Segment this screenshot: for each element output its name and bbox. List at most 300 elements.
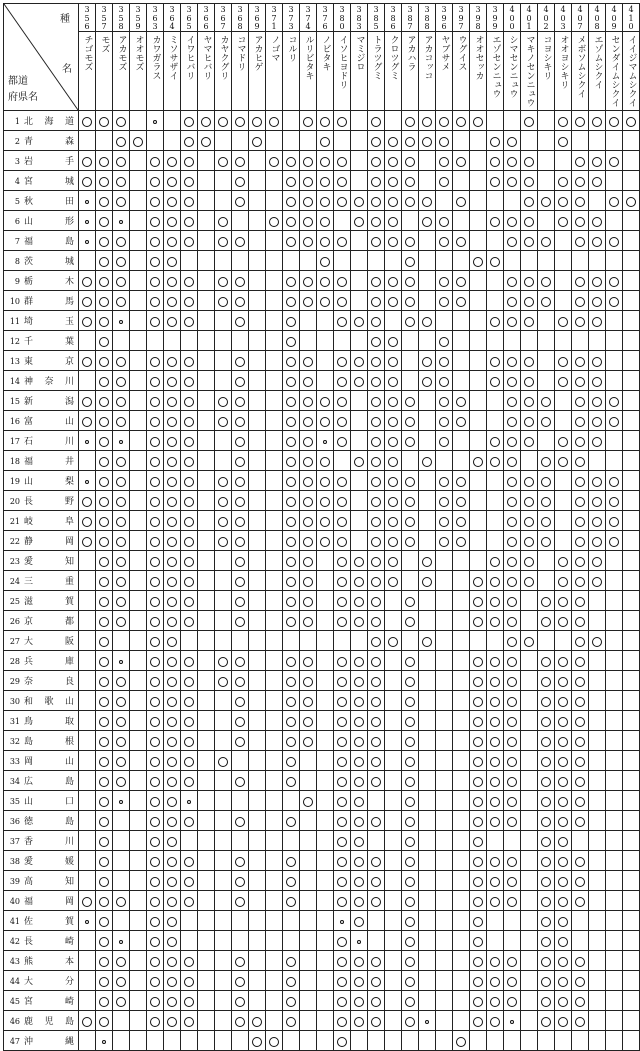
record-cell (300, 511, 317, 531)
record-cell (623, 651, 640, 671)
large-circle-mark (184, 197, 194, 207)
record-cell (436, 751, 453, 771)
record-cell (334, 331, 351, 351)
record-cell (164, 211, 181, 231)
large-circle-mark (337, 777, 347, 787)
record-cell (113, 131, 130, 151)
large-circle-mark (320, 517, 330, 527)
record-cell (181, 671, 198, 691)
prefecture-number: 6 (14, 217, 20, 226)
record-cell (402, 1031, 419, 1051)
large-circle-mark (167, 1017, 177, 1027)
record-cell (623, 1031, 640, 1051)
large-circle-mark (235, 737, 245, 747)
record-cell (334, 791, 351, 811)
record-cell (572, 571, 589, 591)
large-circle-mark (286, 297, 296, 307)
large-circle-mark (388, 137, 398, 147)
record-cell (232, 591, 249, 611)
record-cell (589, 511, 606, 531)
large-circle-mark (303, 477, 313, 487)
record-cell (79, 231, 96, 251)
record-cell (164, 971, 181, 991)
record-cell (164, 471, 181, 491)
record-cell (249, 271, 266, 291)
record-cell (164, 611, 181, 631)
record-cell (436, 571, 453, 591)
record-cell (487, 411, 504, 431)
record-cell (79, 491, 96, 511)
record-cell (555, 491, 572, 511)
record-cell (79, 471, 96, 491)
record-cell (606, 731, 623, 751)
large-circle-mark (575, 817, 585, 827)
large-circle-mark (405, 197, 415, 207)
large-circle-mark (235, 577, 245, 587)
record-cell (232, 831, 249, 851)
large-circle-mark (405, 717, 415, 727)
record-cell (521, 531, 538, 551)
prefecture-name: 鹿児島 (24, 1017, 74, 1027)
record-cell (164, 171, 181, 191)
large-circle-mark (575, 857, 585, 867)
record-cell (402, 891, 419, 911)
record-cell (300, 651, 317, 671)
species-code-digit: 4 (169, 22, 175, 32)
record-cell (130, 871, 147, 891)
large-circle-mark (490, 857, 500, 867)
species-code-digit: 8 (424, 22, 430, 32)
large-circle-mark (473, 1017, 483, 1027)
record-cell (538, 851, 555, 871)
large-circle-mark (473, 677, 483, 687)
record-cell (453, 291, 470, 311)
record-cell (96, 131, 113, 151)
species-code-digit: 3 (288, 5, 294, 14)
large-circle-mark (99, 757, 109, 767)
record-cell (419, 411, 436, 431)
record-cell (402, 711, 419, 731)
record-cell (589, 291, 606, 311)
large-circle-mark (354, 997, 364, 1007)
large-circle-mark (167, 317, 177, 327)
record-cell (79, 611, 96, 631)
prefecture-cell (4, 671, 79, 691)
large-circle-mark (167, 417, 177, 427)
record-cell (130, 111, 147, 131)
large-circle-mark (541, 817, 551, 827)
large-circle-mark (150, 237, 160, 247)
record-cell (470, 731, 487, 751)
record-cell (419, 651, 436, 671)
record-cell (436, 271, 453, 291)
large-circle-mark (235, 177, 245, 187)
record-cell (538, 991, 555, 1011)
record-cell (334, 191, 351, 211)
record-cell (521, 931, 538, 951)
prefecture-row (4, 891, 640, 911)
record-cell (368, 831, 385, 851)
record-cell (555, 1031, 572, 1051)
species-code-digit: 3 (186, 5, 192, 14)
record-cell (351, 931, 368, 951)
prefecture-cell (4, 391, 79, 411)
record-cell (334, 771, 351, 791)
prefecture-number: 19 (9, 477, 20, 486)
large-circle-mark (116, 577, 126, 587)
large-circle-mark (575, 117, 585, 127)
species-column-header (402, 4, 419, 111)
large-circle-mark (82, 277, 92, 287)
record-cell (555, 391, 572, 411)
species-code (232, 4, 248, 32)
record-cell (538, 351, 555, 371)
large-circle-mark (337, 677, 347, 687)
record-cell (334, 831, 351, 851)
record-cell (589, 171, 606, 191)
record-cell (79, 1031, 96, 1051)
prefecture-name: 大分 (24, 977, 74, 987)
species-code-digit: 0 (509, 13, 515, 23)
record-cell (266, 111, 283, 131)
large-circle-mark (303, 577, 313, 587)
record-cell (351, 191, 368, 211)
record-cell (283, 931, 300, 951)
species-code-digit: 8 (407, 13, 413, 23)
record-cell (113, 391, 130, 411)
large-circle-mark (422, 457, 432, 467)
record-cell (419, 871, 436, 891)
prefecture-name: 沖縄 (24, 1037, 74, 1047)
large-circle-mark (507, 637, 517, 647)
record-cell (589, 611, 606, 631)
record-cell (555, 911, 572, 931)
large-circle-mark (252, 1037, 262, 1047)
record-cell (266, 871, 283, 891)
large-circle-mark (473, 937, 483, 947)
large-circle-mark (575, 637, 585, 647)
large-circle-mark (405, 177, 415, 187)
small-circle-mark (510, 1020, 514, 1024)
record-cell (351, 311, 368, 331)
record-cell (589, 111, 606, 131)
species-code-digit: 0 (577, 13, 583, 23)
record-cell (215, 191, 232, 211)
record-cell (147, 611, 164, 631)
record-cell (436, 471, 453, 491)
record-cell (589, 431, 606, 451)
record-cell (487, 371, 504, 391)
record-cell (79, 211, 96, 231)
record-cell (164, 271, 181, 291)
record-cell (113, 431, 130, 451)
record-cell (606, 591, 623, 611)
large-circle-mark (184, 237, 194, 247)
record-cell (113, 231, 130, 251)
record-cell (79, 591, 96, 611)
large-circle-mark (354, 737, 364, 747)
record-cell (130, 1011, 147, 1031)
large-circle-mark (609, 197, 619, 207)
prefecture-number: 18 (9, 457, 20, 466)
record-cell (623, 431, 640, 451)
record-cell (300, 731, 317, 751)
record-cell (334, 991, 351, 1011)
large-circle-mark (575, 717, 585, 727)
record-cell (198, 171, 215, 191)
large-circle-mark (99, 617, 109, 627)
record-cell (606, 491, 623, 511)
record-cell (521, 691, 538, 711)
record-cell (130, 411, 147, 431)
large-circle-mark (218, 297, 228, 307)
record-cell (317, 231, 334, 251)
record-cell (368, 991, 385, 1011)
record-cell (317, 671, 334, 691)
record-cell (198, 831, 215, 851)
large-circle-mark (524, 637, 534, 647)
prefecture-row (4, 431, 640, 451)
record-cell (351, 351, 368, 371)
record-cell (572, 111, 589, 131)
species-column-header (113, 4, 130, 111)
record-cell (215, 351, 232, 371)
large-circle-mark (405, 277, 415, 287)
record-cell (266, 231, 283, 251)
large-circle-mark (337, 557, 347, 567)
large-circle-mark (337, 1017, 347, 1027)
large-circle-mark (167, 857, 177, 867)
record-cell (96, 571, 113, 591)
large-circle-mark (541, 757, 551, 767)
large-circle-mark (99, 937, 109, 947)
record-cell (266, 511, 283, 531)
record-cell (164, 751, 181, 771)
species-column-header (436, 4, 453, 111)
record-cell (436, 391, 453, 411)
record-cell (368, 151, 385, 171)
record-cell (215, 731, 232, 751)
large-circle-mark (609, 297, 619, 307)
record-cell (164, 371, 181, 391)
record-cell (368, 771, 385, 791)
record-cell (96, 391, 113, 411)
record-cell (623, 811, 640, 831)
record-cell (283, 391, 300, 411)
large-circle-mark (167, 557, 177, 567)
large-circle-mark (388, 417, 398, 427)
record-cell (368, 371, 385, 391)
record-cell (368, 171, 385, 191)
record-cell (79, 871, 96, 891)
large-circle-mark (371, 717, 381, 727)
large-circle-mark (439, 357, 449, 367)
large-circle-mark (490, 717, 500, 727)
record-cell (215, 231, 232, 251)
record-cell (232, 411, 249, 431)
large-circle-mark (541, 617, 551, 627)
large-circle-mark (575, 437, 585, 447)
record-cell (572, 771, 589, 791)
record-cell (521, 211, 538, 231)
record-cell (283, 431, 300, 451)
record-cell (589, 411, 606, 431)
record-cell (351, 711, 368, 731)
large-circle-mark (99, 797, 109, 807)
record-cell (572, 751, 589, 771)
record-cell (181, 1031, 198, 1051)
record-cell (555, 711, 572, 731)
record-cell (589, 971, 606, 991)
record-cell (402, 731, 419, 751)
prefecture-number: 46 (9, 1017, 20, 1026)
prefecture-name: 鳥取 (24, 717, 74, 727)
record-cell (164, 711, 181, 731)
record-cell (538, 891, 555, 911)
record-cell (249, 531, 266, 551)
large-circle-mark (286, 957, 296, 967)
record-cell (249, 351, 266, 371)
large-circle-mark (337, 877, 347, 887)
record-cell (402, 791, 419, 811)
large-circle-mark (524, 237, 534, 247)
small-circle-mark (119, 660, 123, 664)
large-circle-mark (218, 397, 228, 407)
record-cell (470, 751, 487, 771)
species-name: ルリビタキ (303, 35, 314, 80)
species-header-inner (504, 4, 520, 110)
record-cell (606, 291, 623, 311)
large-circle-mark (626, 197, 636, 207)
record-cell (521, 511, 538, 531)
species-code (402, 4, 418, 32)
record-cell (198, 371, 215, 391)
record-cell (470, 371, 487, 391)
large-circle-mark (99, 997, 109, 1007)
record-cell (402, 471, 419, 491)
record-cell (113, 111, 130, 131)
record-cell (470, 1011, 487, 1031)
record-cell (419, 831, 436, 851)
species-header-inner (266, 4, 282, 110)
record-cell (164, 191, 181, 211)
record-cell (572, 1011, 589, 1031)
record-cell (538, 551, 555, 571)
record-cell (130, 651, 147, 671)
record-cell (555, 371, 572, 391)
record-cell (147, 291, 164, 311)
prefecture-name: 山形 (24, 217, 74, 227)
record-cell (147, 491, 164, 511)
prefecture-name: 富山 (24, 417, 74, 427)
large-circle-mark (167, 277, 177, 287)
species-name: カワガラス (150, 35, 161, 80)
record-cell (487, 591, 504, 611)
record-cell (351, 971, 368, 991)
record-cell (300, 671, 317, 691)
large-circle-mark (473, 797, 483, 807)
large-circle-mark (286, 1017, 296, 1027)
species-code-digit: 6 (390, 22, 396, 32)
large-circle-mark (303, 717, 313, 727)
record-cell (249, 411, 266, 431)
large-circle-mark (218, 157, 228, 167)
record-cell (215, 851, 232, 871)
large-circle-mark (405, 777, 415, 787)
record-cell (96, 611, 113, 631)
record-cell (419, 771, 436, 791)
large-circle-mark (286, 277, 296, 287)
large-circle-mark (524, 277, 534, 287)
record-cell (181, 771, 198, 791)
species-name: アカモズ (116, 35, 127, 71)
record-cell (181, 891, 198, 911)
large-circle-mark (337, 957, 347, 967)
large-circle-mark (507, 777, 517, 787)
species-code-digit: 3 (492, 5, 498, 14)
record-cell (436, 451, 453, 471)
record-cell (266, 291, 283, 311)
record-cell (300, 311, 317, 331)
record-cell (419, 451, 436, 471)
record-cell (79, 111, 96, 131)
record-cell (249, 131, 266, 151)
record-cell (96, 671, 113, 691)
record-cell (317, 391, 334, 411)
species-code (453, 4, 469, 32)
record-cell (385, 971, 402, 991)
large-circle-mark (116, 157, 126, 167)
large-circle-mark (575, 197, 585, 207)
large-circle-mark (252, 117, 262, 127)
record-cell (555, 351, 572, 371)
large-circle-mark (167, 877, 177, 887)
large-circle-mark (167, 237, 177, 247)
large-circle-mark (422, 357, 432, 367)
record-cell (470, 411, 487, 431)
large-circle-mark (167, 537, 177, 547)
large-circle-mark (575, 537, 585, 547)
record-cell (181, 591, 198, 611)
large-circle-mark (303, 397, 313, 407)
record-cell (623, 931, 640, 951)
species-code-digit: 3 (305, 5, 311, 14)
large-circle-mark (184, 877, 194, 887)
record-cell (623, 231, 640, 251)
record-cell (453, 691, 470, 711)
record-cell (487, 911, 504, 931)
record-cell (181, 751, 198, 771)
prefecture-name: 山梨 (24, 477, 74, 487)
large-circle-mark (439, 397, 449, 407)
record-cell (487, 511, 504, 531)
record-cell (317, 871, 334, 891)
record-cell (555, 971, 572, 991)
large-circle-mark (541, 497, 551, 507)
large-circle-mark (320, 217, 330, 227)
prefecture-cell (4, 531, 79, 551)
record-cell (198, 411, 215, 431)
record-cell (300, 711, 317, 731)
record-cell (606, 411, 623, 431)
large-circle-mark (490, 977, 500, 987)
large-circle-mark (371, 577, 381, 587)
record-cell (79, 551, 96, 571)
record-cell (572, 211, 589, 231)
record-cell (164, 931, 181, 951)
record-cell (181, 291, 198, 311)
prefecture-number: 22 (9, 537, 20, 546)
